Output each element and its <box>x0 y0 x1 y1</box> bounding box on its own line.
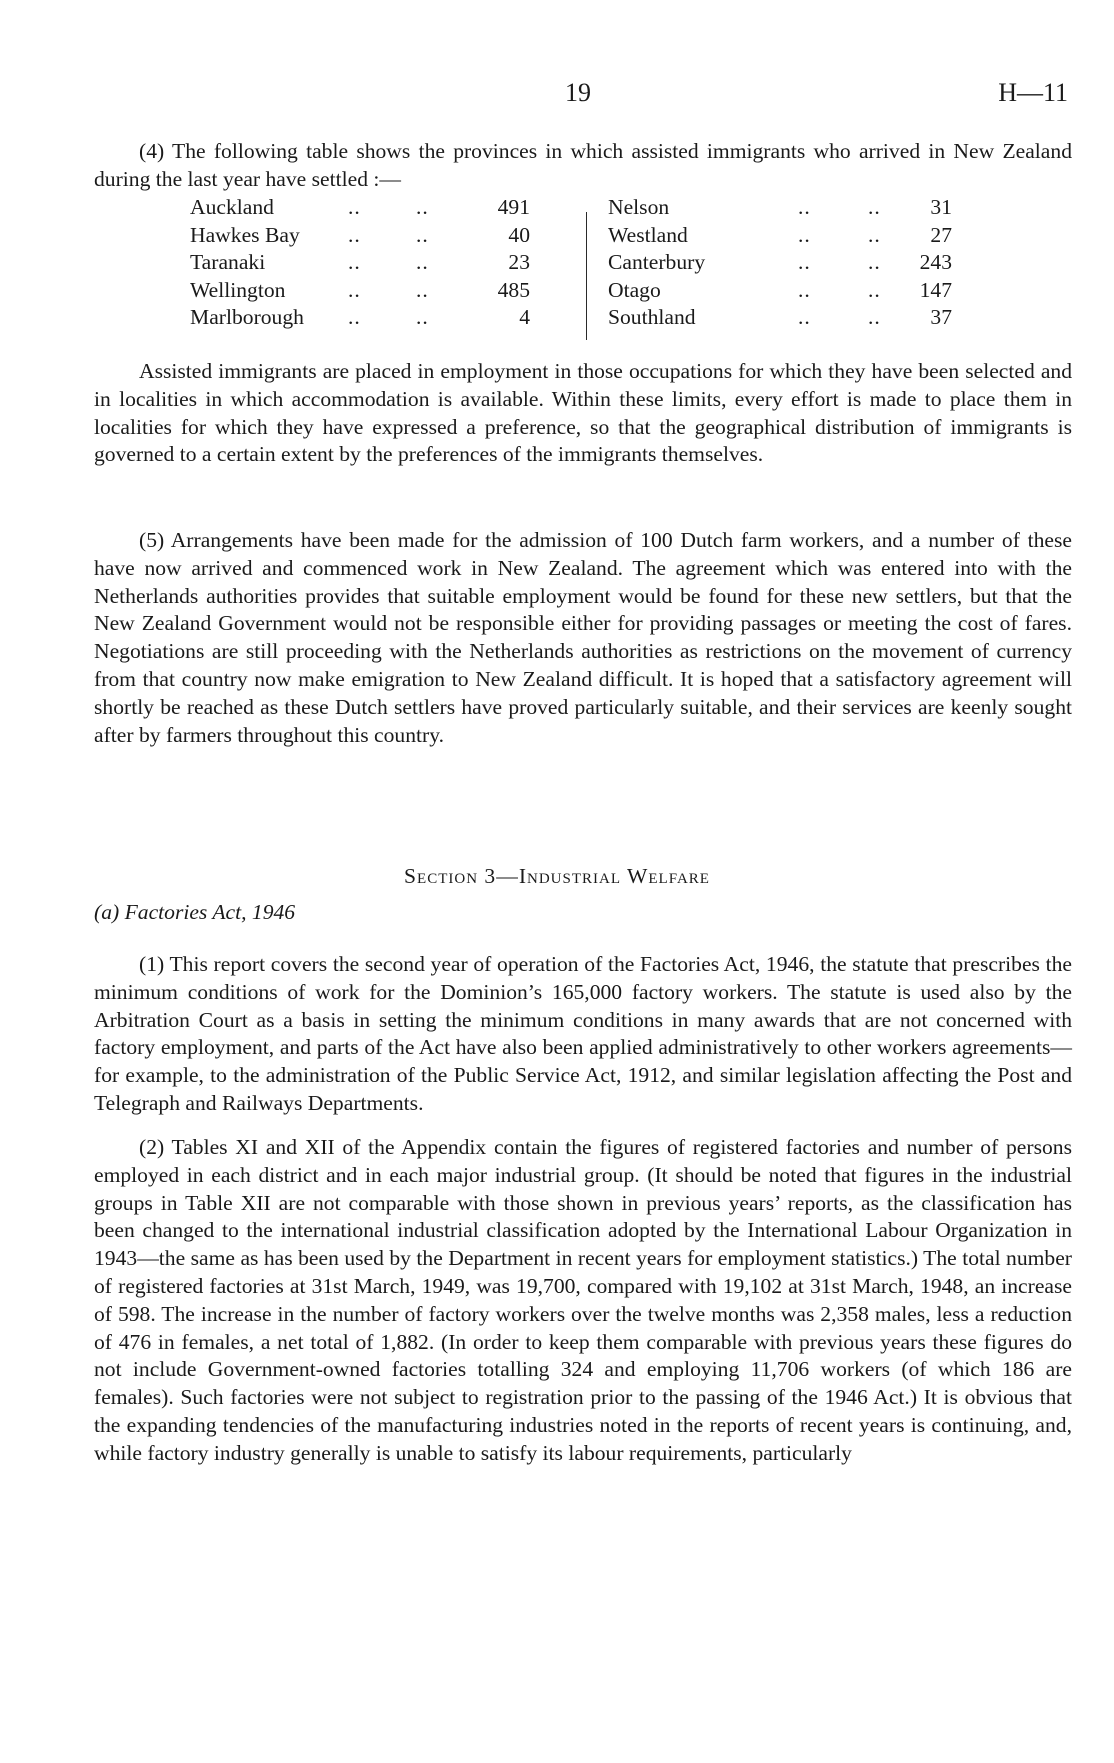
leader-dots: .. <box>348 250 361 275</box>
province-row <box>608 222 1000 250</box>
province-name: Southland <box>608 305 696 330</box>
province-count: 4 <box>519 305 530 330</box>
leader-dots: .. <box>868 305 881 330</box>
province-name: Auckland <box>190 195 274 219</box>
province-row <box>190 304 582 332</box>
page-number: 19 <box>565 78 591 107</box>
province-count: 27 <box>930 222 952 247</box>
province-count: 485 <box>497 277 530 302</box>
paragraph-placement: Assisted immigrants are placed in employment in those occupations for which they have been selected and in localities in which accommodation is available. Within these limits, every effort is made to place them in localities for which they have expressed a preference, so that the geographical distribution of immigrants is governed to a certain extent by the preferences of the immigrants themselves. <box>94 359 1072 467</box>
province-name: Otago <box>608 277 661 302</box>
leader-dots: .. <box>416 222 429 247</box>
province-row <box>608 194 1000 222</box>
provinces-left-column <box>190 194 582 332</box>
province-count: 31 <box>930 195 952 219</box>
province-row <box>608 277 1000 305</box>
provinces-right-column <box>608 194 1000 332</box>
leader-dots: .. <box>868 250 881 275</box>
leader-dots: .. <box>348 222 361 247</box>
table-column-divider <box>586 212 587 340</box>
leader-dots: .. <box>798 250 811 275</box>
province-name: Wellington <box>190 277 286 302</box>
leader-dots: .. <box>868 277 881 302</box>
leader-dots: .. <box>868 222 881 247</box>
province-name: Taranaki <box>190 250 266 275</box>
leader-dots: .. <box>348 305 361 330</box>
leader-dots: .. <box>798 277 811 302</box>
leader-dots: .. <box>348 277 361 302</box>
leader-dots: .. <box>868 195 881 219</box>
section-heading: Section 3—Industrial Welfare <box>404 864 710 888</box>
leader-dots: .. <box>416 305 429 330</box>
province-row <box>190 277 582 305</box>
leader-dots: .. <box>798 222 811 247</box>
province-count: 243 <box>919 250 952 275</box>
sub-heading: (a) Factories Act, 1946 <box>94 900 296 924</box>
province-count: 23 <box>508 250 530 275</box>
province-row <box>608 249 1000 277</box>
province-name: Marlborough <box>190 305 304 330</box>
province-name: Nelson <box>608 195 670 219</box>
province-row <box>190 222 582 250</box>
leader-dots: .. <box>416 277 429 302</box>
province-row <box>190 249 582 277</box>
province-name: Canterbury <box>608 250 706 275</box>
province-count: 147 <box>919 277 952 302</box>
leader-dots: .. <box>416 195 429 219</box>
leader-dots: .. <box>798 305 811 330</box>
province-name: Hawkes Bay <box>190 222 300 247</box>
province-count: 40 <box>508 222 530 247</box>
paragraph-provinces-intro: (4) The following table shows the provinces in which assisted immigrants who arrived in New Zealand during the last year have settled :— <box>94 139 1072 191</box>
province-row <box>190 194 582 222</box>
province-name: Westland <box>608 222 688 247</box>
leader-dots: .. <box>348 195 361 219</box>
paragraph-factories-2: (2) Tables XI and XII of the Appendix contain the figures of registered factories and number of persons employed in each district and in each major industrial group. (It should be noted that figures in the industrial groups in Table XII are not comparable with those shown in previous years’ reports, as the classification has been changed to the international industrial classification adopted by the International Labour Organization in 1943—the same as has been used by the Department in recent years for employment statistics.) The total number of registered factories at 31st March, 1949, was 19,700, compared with 19,102 at 31st March, 1948, an increase of 598. The increase in the number of factory workers over the twelve months was 2,358 males, less a reduction of 476 in females, a net total of 1,882. (In order to keep them comparable with previous years these figures do not include Government-owned factories totalling 324 and employing 11,706 workers (of which 186 are females). Such factories were not subject to registration prior to the passing of the 1946 Act.) It is obvious that the expanding tendencies of the manufacturing industries noted in the reports of recent years is continuing, and, while factory industry generally is unable to satisfy its labour requirements, particularly <box>94 1135 1072 1465</box>
paragraph-factories-1: (1) This report covers the second year of operation of the Factories Act, 1946, the statute that prescribes the minimum conditions of work for the Dominion’s 165,000 factory workers. The statute is used also by the Arbitration Court as a basis in setting the minimum conditions in many awards that are not concerned with factory employment, and parts of the Act have also been applied administratively to other workers agreements—for example, to the administration of the Public Service Act, 1912, and similar legislation affecting the Post and Telegraph and Railways Departments. <box>94 952 1072 1115</box>
province-count: 37 <box>930 305 952 330</box>
province-count: 491 <box>497 195 530 219</box>
leader-dots: .. <box>798 195 811 219</box>
document-code: H—11 <box>998 78 1068 107</box>
province-row <box>608 304 1000 332</box>
paragraph-dutch-workers: (5) Arrangements have been made for the admission of 100 Dutch farm workers, and a number of these have now arrived and commenced work in New Zealand. The agreement which was entered into with the Netherlands authorities provides that suitable employment would be found for these new settlers, but that the New Zealand Government would not be responsible either for providing passages or meeting the cost of fares. Negotiations are still proceeding with the Netherlands authorities as restrictions on the movement of currency from that country now make emigration to New Zealand difficult. It is hoped that a satisfactory agreement will shortly be reached as these Dutch settlers have proved particularly suitable, and their services are keenly sought after by farmers throughout this country. <box>94 528 1072 747</box>
leader-dots: .. <box>416 250 429 275</box>
